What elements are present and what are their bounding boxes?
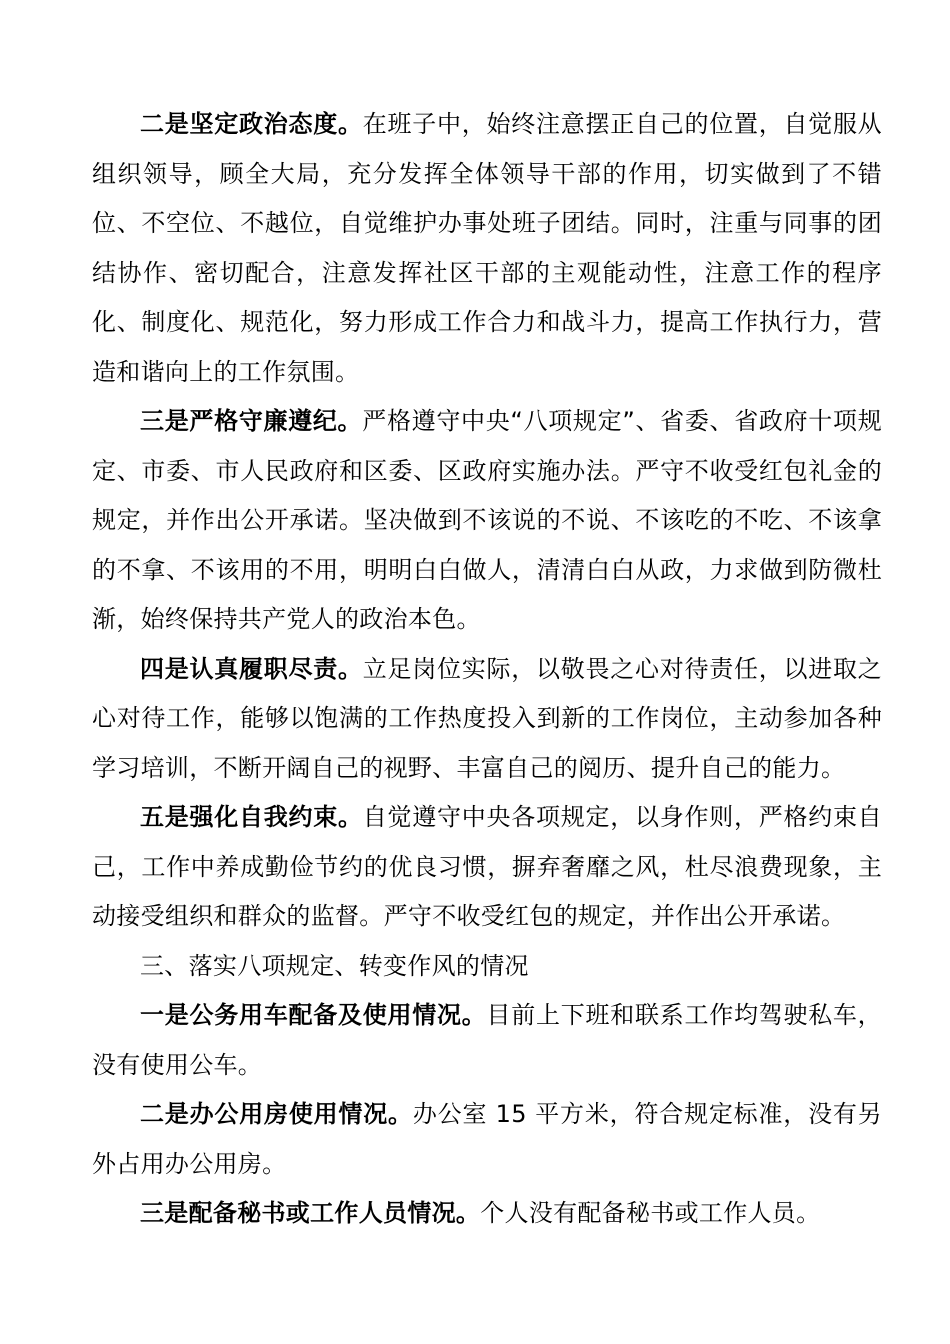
paragraph-text: 立足岗位实际，以敬畏之心对待责任，以进取之心对待工作，能够以饱满的工作热度投入到新的工作岗位，主动参加各种学习培训，不断开阔自己的视野、丰富自己的阅历、提升自己的能力。	[92, 654, 882, 782]
paragraph-text: 办公室 15 平方米，符合规定标准，没有另外占用办公用房。	[92, 1100, 882, 1178]
paragraph-lead: 一是公务用车配备及使用情况。	[140, 1001, 487, 1029]
document-body	[92, 100, 882, 1239]
paragraph-official-car	[92, 991, 882, 1090]
paragraph-lead: 二是坚定政治态度。	[140, 110, 363, 138]
paragraph-self-restraint	[92, 793, 882, 942]
paragraph-lead: 三是配备秘书或工作人员情况。	[140, 1199, 481, 1227]
paragraph-text: 严格遵守中央“八项规定”、省委、省政府十项规定、市委、市人民政府和区委、区政府实施办法。严守不收受红包礼金的规定，并作出公开承诺。坚决做到不该说的不说、不该吃的不吃、不该拿的不拿、不该用的不用，明明白白做人，清清白白从政，力求做到防微杜渐，始终保持共产党人的政治本色。	[92, 407, 882, 633]
paragraph-text: 目前上下班和联系工作均驾驶私车，没有使用公车。	[92, 1001, 882, 1079]
paragraph-secretary	[92, 1189, 882, 1239]
section-heading-text: 三、落实八项规定、转变作风的情况	[140, 951, 529, 980]
paragraph-office-space	[92, 1090, 882, 1189]
paragraph-text: 自觉遵守中央各项规定，以身作则，严格约束自己，工作中养成勤俭节约的优良习惯，摒弃奢靡之风，杜尽浪费现象，主动接受组织和群众的监督。严守不收受红包的规定，并作出公开承诺。	[92, 803, 882, 930]
paragraph-lead: 三是严格守廉遵纪。	[140, 407, 363, 435]
paragraph-text: 在班子中，始终注意摆正自己的位置，自觉服从组织领导，顾全大局，充分发挥全体领导干部的作用，切实做到了不错位、不空位、不越位，自觉维护办事处班子团结。同时，注重与同事的团结协作、密切配合，注意发挥社区干部的主观能动性，注意工作的程序化、制度化、规范化，努力形成工作合力和战斗力，提高工作执行力，营造和谐向上的工作氛围。	[92, 110, 882, 386]
paragraph-lead: 四是认真履职尽责。	[140, 654, 363, 683]
paragraph-duty	[92, 645, 882, 794]
paragraph-political-attitude	[92, 100, 882, 397]
paragraph-discipline	[92, 397, 882, 645]
section-heading	[92, 942, 882, 992]
paragraph-lead: 五是强化自我约束。	[140, 803, 363, 831]
paragraph-text: 个人没有配备秘书或工作人员。	[480, 1199, 821, 1227]
paragraph-lead: 二是办公用房使用情况。	[140, 1100, 413, 1128]
